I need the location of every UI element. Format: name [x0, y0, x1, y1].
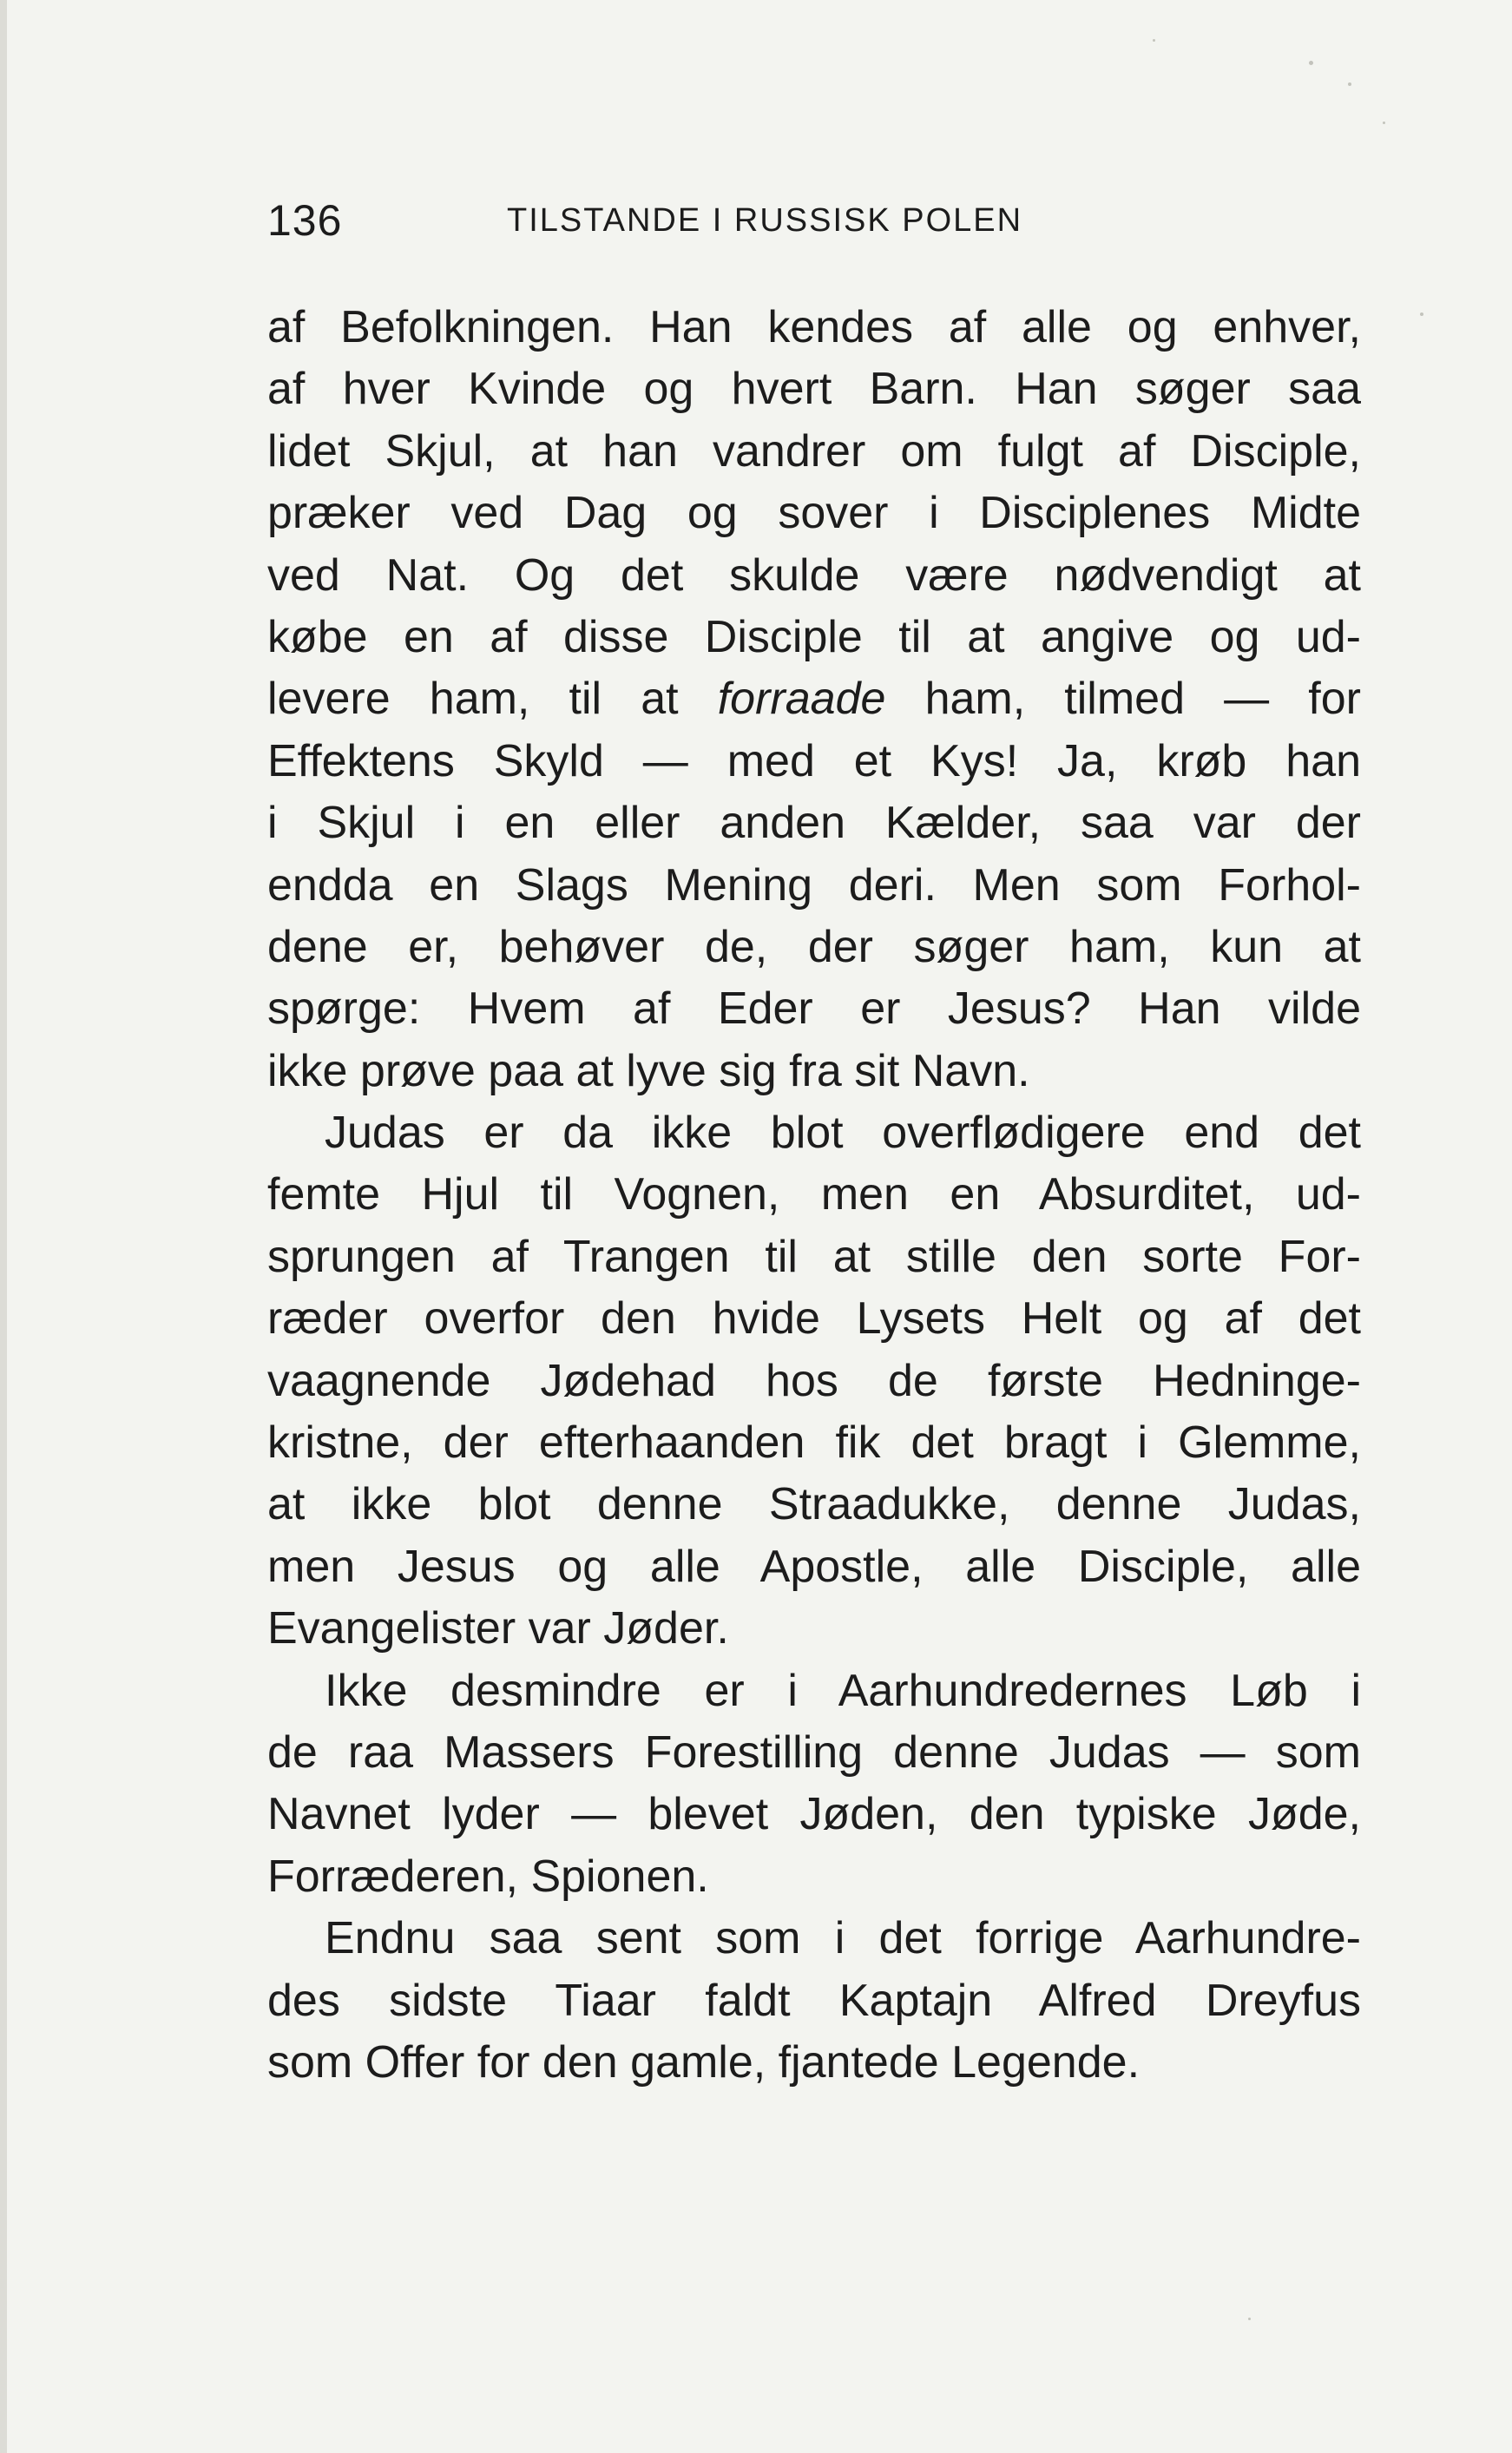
text-line: ikke prøve paa at lyve sig fra sit Navn.	[267, 1045, 1030, 1096]
text-line: de raa Massers Forestilling denne Judas — som	[267, 1726, 1361, 1778]
text-line: Endnu saa sent som i det forrige Aarhundre-	[325, 1913, 1361, 1964]
text-line: lidet Skjul, at han vandrer om fulgt af Disciple,	[267, 425, 1361, 477]
text-line: at ikke blot denne Straadukke, denne Judas,	[267, 1479, 1361, 1530]
text-line: Effektens Skyld — med et Kys! Ja, krøb han	[267, 735, 1361, 786]
paragraph	[267, 1661, 1361, 1909]
text-line: des sidste Tiaar faldt Kaptajn Alfred Dreyfus	[267, 1975, 1361, 2026]
text-line: vaagnende Jødehad hos de første Hedninge-	[267, 1355, 1361, 1406]
page-number: 136	[267, 196, 343, 245]
text-line: spørge: Hvem af Eder er Jesus? Han vilde	[267, 983, 1361, 1035]
text-line: Evangelister var Jøder.	[267, 1603, 729, 1654]
text-line: som Offer for den gamle, fjantede Legende.	[267, 2036, 1141, 2088]
text-line: dene er, behøver de, der søger ham, kun at	[267, 921, 1361, 972]
body-text	[267, 297, 1361, 2094]
text-line: men Jesus og alle Apostle, alle Disciple, alle	[267, 1541, 1361, 1592]
text-line: kristne, der efterhaanden fik det bragt i Glemme,	[267, 1417, 1361, 1469]
text-line: femte Hjul til Vognen, men en Absurditet, ud-	[267, 1169, 1361, 1220]
text-line: endda en Slags Mening deri. Men som Forhol-	[267, 859, 1361, 911]
emphasis: forraade	[717, 674, 886, 725]
paragraph	[267, 297, 1361, 1102]
page-header	[267, 193, 1361, 248]
text-line: af Befolkningen. Han kendes af alle og enhver,	[267, 302, 1361, 352]
text-line: Navnet lyder — blevet Jøden, den typiske Jøde,	[267, 1789, 1361, 1840]
text-line: Forræderen, Spionen.	[267, 1851, 709, 1902]
text-line: ræder overfor den hvide Lysets Helt og af det	[267, 1293, 1361, 1345]
text-line: præker ved Dag og sover i Disciplenes Midte	[267, 488, 1361, 539]
text-line: sprungen af Trangen til at stille den sorte For-	[267, 1231, 1361, 1282]
paragraph	[267, 1102, 1361, 1661]
text-line: levere ham, til at forraade ham, tilmed — for	[267, 674, 1361, 725]
text-line: Ikke desmindre er i Aarhundredernes Løb i	[325, 1665, 1361, 1716]
paragraph	[267, 1908, 1361, 2094]
text-line: ved Nat. Og det skulde være nødvendigt at	[267, 549, 1361, 601]
text-line: købe en af disse Disciple til at angive og ud-	[267, 611, 1361, 662]
text-line: af hver Kvinde og hvert Barn. Han søger saa	[267, 364, 1361, 415]
running-head: TILSTANDE I RUSSISK POLEN	[507, 202, 1023, 239]
text-line: Judas er da ikke blot overflødigere end det	[325, 1108, 1361, 1159]
text-line: i Skjul i en eller anden Kælder, saa var der	[267, 798, 1361, 849]
